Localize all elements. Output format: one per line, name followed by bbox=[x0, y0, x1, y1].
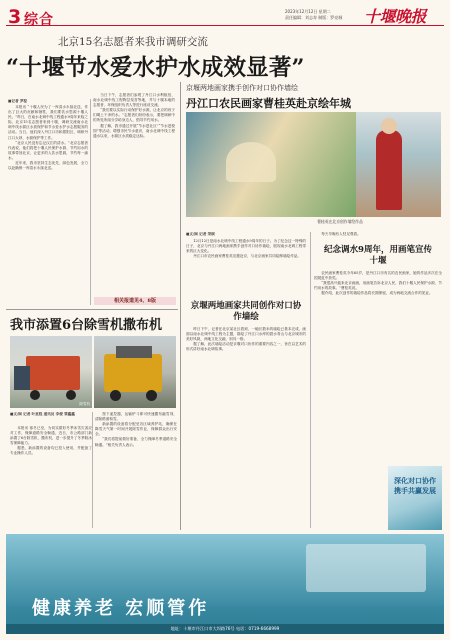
painting-photo bbox=[186, 112, 441, 217]
painter-figure bbox=[376, 130, 402, 210]
lead-body-col1: 本报讯 “十堰人民为了一库清水永续北送，作出了巨大的贡献和牺牲，我们要饮水思源十堰人民。”昨日，在南水北调中线工程通水9周年来临之际，北京15名志愿者来到十堰，调研交流南水北调中线水源区水质保护和节水爱水护水志愿服务的活动。当日，他们深入丹江口市和郧阳区，调研丹江口大坝、水源保护等工作。 “北京人民没有忘记汉江的清水。”北京志愿者代表说，他们将把十堰人民保护水源、节约用水的故事带回北京，让更多的人饮水思源，节约每一滴水。 近年来，我市坚持生态优先、绿色发展，全力以赴确保一库清水永续北送。 bbox=[8, 105, 88, 171]
right-subhead: 京堰两地画家共同创作对口协作墙绘 bbox=[190, 301, 302, 322]
mural-figure-shape bbox=[226, 142, 276, 182]
machine-body-shape bbox=[104, 354, 162, 392]
lead-byline: ■记者 罗程 bbox=[8, 99, 28, 103]
column-rule bbox=[92, 412, 93, 528]
header-editors: 责任编辑：刘志寿 制版：罗亮城 bbox=[285, 15, 343, 20]
column-rule bbox=[90, 99, 91, 305]
photo-caption: 除雪机 bbox=[79, 402, 90, 406]
right-body-col2: 每天早晚有人驻足观看。 bbox=[321, 232, 361, 236]
header-rule bbox=[6, 25, 444, 26]
right-subhead-2: 纪念调水9周年，用画笔宣传十堰 bbox=[324, 245, 432, 266]
snow-byline: ■文/图 记者 叶星程 通讯员 李俊 覃鑫鑫 bbox=[10, 412, 75, 416]
snow-body-col1: 本报讯 寒冬已至，为切实做好冬季冰雪灾害应对工作，保障道路安全畅通，近日，市公路部门新添置了6台除雪机、撒布机，进一步提升了冬季除冰雪保障能力。 据悉，新添置的设备均已投入使用，并配备了专业操作人员。 bbox=[10, 426, 92, 456]
machine-hopper-shape bbox=[116, 346, 152, 358]
lead-headline: “十堰节水爱水护水成效显著” bbox=[6, 55, 305, 81]
right-headline: 丹江口农民画家曹桂英赴京绘年城 bbox=[186, 97, 351, 110]
wheel-shape bbox=[146, 390, 157, 401]
snow-headline: 我市添置6台除雪机撒布机 bbox=[10, 318, 163, 333]
right-body-col2b: 农民画家曹桂英今年65岁，是丹江口市有名的农民画家，她的作品多次在全国展览中获奖。 “我很高兴能来北京画画，用画笔告诉北京人民，我们十堰人民保护水源、节约用水的故事。”曹桂英说。 据介绍，此次创作的墙绘作品将长期保留，成为两地交流合作的见证。 bbox=[314, 271, 442, 296]
header-date: 2023年12月12日 星期二 bbox=[285, 9, 331, 14]
masthead-logo: 十堰晚报 bbox=[364, 7, 427, 26]
page-number: 3 bbox=[8, 6, 22, 28]
promo-text: 深化对口协作 携手共赢发展 bbox=[394, 476, 436, 495]
wheel-shape bbox=[110, 390, 121, 401]
right-kicker: 京堰两地画家携手创作对口协作墙绘 bbox=[186, 84, 298, 92]
truck-cab-shape bbox=[14, 366, 30, 390]
snow-body-col2: 按下遥控器，运输铲斗即可快速撒布融雪剂，清除路面积雪。 新添置的设备将分配至各区域养护站，确保在降雪天气第一时间开展除雪作业，保障群众出行安全。 “我们将提前做好准备，全力保障冬季道路安全畅通。”相关负责人表示。 bbox=[95, 412, 177, 447]
section-rule bbox=[6, 309, 178, 310]
ad-building-shape bbox=[306, 544, 426, 592]
page-divider bbox=[180, 82, 181, 530]
promo-box bbox=[388, 466, 442, 530]
ad-address: 地址：十堰市丹江口市大坝路76号 电话：0719-6668999 bbox=[6, 624, 444, 634]
section-title: 综合 bbox=[24, 12, 54, 28]
snowplow-photo bbox=[10, 336, 92, 408]
spreader-photo bbox=[94, 336, 176, 408]
lead-body-col2: 当日下午，志愿者们参观了丹江口水利枢纽、南水北调中线工程陶岔渠首等地，并与十堰本地的志愿者、环保组织负责人等进行座谈交流。 “我们要以实际行动保护好水源，让北京的孩子们喝上干净的水。”志愿者们纷纷表示，要把调研中的所见所闻分享给身边人，倡导节约用水。 据了解，我市通过开展“节水进社区”“节水进校园”等活动，增强市民节水意识，南水北调中线工程通水以来，水源区水质稳定达标。 bbox=[93, 93, 175, 138]
right-body-col1b: 昨日下午，记者在北京某社区看到，一幅长数米的墙绘已基本完成，画面以南水北调中线工程为主题，描绘了丹江口水库的碧水青山与北京城市的美好风貌，两地文化交融，别具一格。 据了解，此次墙绘活动是京堰对口协作的重要内容之一，旨在以艺术的形式讲好南水北调故事。 bbox=[186, 327, 306, 352]
column-rule bbox=[310, 232, 311, 528]
photo-caption: 曹桂英在北京创作墙绘作品 bbox=[317, 219, 363, 224]
right-byline: ■文/图 记者 荣颂 bbox=[186, 232, 215, 236]
related-reports-box: 相关报道见4、8版 bbox=[94, 297, 176, 305]
right-body-col1: 12月12日是南水北调中线工程通水9周年的日子。为了纪念这一特殊的日子，北京与丹江口两地画家携手创作对口协作墙绘，展现南水北调工程带来的巨大变化。 丹江口市农民画家曹桂英应邀赴京，与北京画家共同绘制墙绘作品。 bbox=[186, 239, 306, 259]
lead-kicker: 北京15名志愿者来我市调研交流 bbox=[58, 36, 208, 48]
wheel-shape bbox=[66, 390, 76, 400]
ad-slogan: 健康养老 宏顺管作 bbox=[32, 598, 210, 619]
wheel-shape bbox=[30, 390, 40, 400]
painter-head bbox=[381, 118, 397, 134]
truck-body-shape bbox=[26, 356, 80, 390]
ad-banner bbox=[6, 534, 444, 634]
